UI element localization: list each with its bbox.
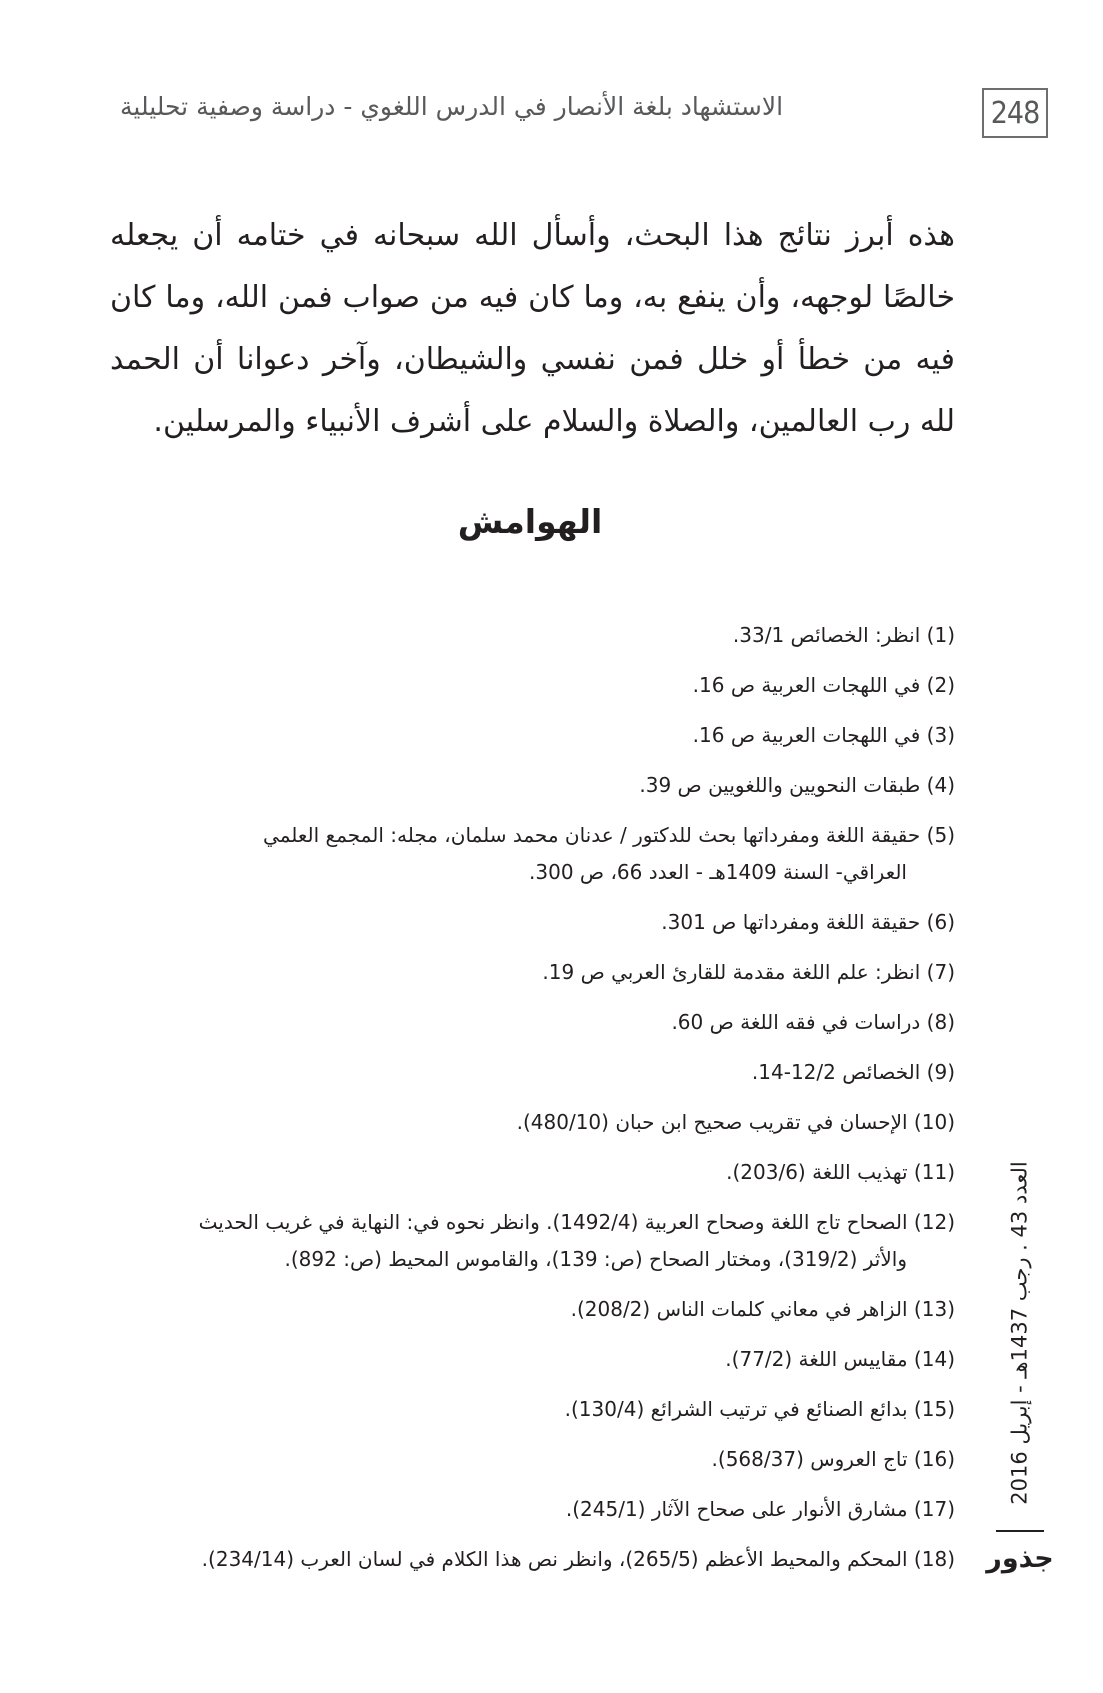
footnote-line: (2) في اللهجات العربية ص 16. xyxy=(692,673,955,697)
footnote-line: (4) طبقات النحويين واللغويين ص 39. xyxy=(639,773,955,797)
footnote-item xyxy=(110,617,955,654)
footnote-line: (14) مقاييس اللغة (77/2). xyxy=(725,1347,955,1371)
page-number-box xyxy=(982,88,1048,138)
footnote-line: (9) الخصائص 12/2-14. xyxy=(751,1060,955,1084)
footnote-line: (8) دراسات في فقه اللغة ص 60. xyxy=(671,1010,955,1034)
footnote-line: (3) في اللهجات العربية ص 16. xyxy=(692,723,955,747)
footnote-line: (6) حقيقة اللغة ومفرداتها ص 301. xyxy=(661,910,955,934)
footnotes-heading: الهوامش xyxy=(457,502,603,541)
footnotes-list xyxy=(110,617,955,1591)
conclusion-paragraph: هذه أبرز نتائج هذا البحث، وأسأل الله سبحانه في ختامه أن يجعله خالصًا لوجهه، وأن ينفع به، وما كان فيه من صواب فمن الله، وما كان فيه من خطأ أو خلل فمن نفسي والشيطان، وآخر دعوانا أن الحمد لله رب العالمين، والصلاة والسلام على أشرف الأنبياء والمرسلين. xyxy=(110,218,955,439)
footnote-item xyxy=(110,1541,955,1578)
footnote-line: (13) الزاهر في معاني كلمات الناس (208/2). xyxy=(570,1297,955,1321)
footnote-item xyxy=(110,904,955,941)
footnote-line: والأثر (319/2)، ومختار الصحاح (ص: 139)، والقاموس المحيط (ص: 892). xyxy=(284,1247,907,1271)
footnote-item xyxy=(110,1154,955,1191)
journal-logo: جذور xyxy=(986,1543,1054,1574)
footnote-item xyxy=(110,817,955,891)
footnote-item xyxy=(110,1204,955,1278)
footnote-item xyxy=(110,717,955,754)
footnote-line: (17) مشارق الأنوار على صحاح الآثار (245/1). xyxy=(565,1497,955,1521)
footnote-line: (12) الصحاح تاج اللغة وصحاح العربية (1492/4). وانظر نحوه في: النهاية في غريب الحديث xyxy=(198,1210,955,1234)
footnote-line: (18) المحكم والمحيط الأعظم (265/5)، وانظر نص هذا الكلام في لسان العرب (234/14). xyxy=(201,1547,955,1571)
footnote-line: (11) تهذيب اللغة (203/6). xyxy=(726,1160,955,1184)
page-number: 248 xyxy=(990,95,1040,131)
footnote-item xyxy=(110,1054,955,1091)
footnote-item xyxy=(110,1491,955,1528)
footnote-item xyxy=(110,1291,955,1328)
footnote-line: (7) انظر: علم اللغة مقدمة للقارئ العربي ص 19. xyxy=(542,960,955,984)
footnote-item xyxy=(110,1341,955,1378)
side-divider xyxy=(996,1530,1044,1532)
issue-info-text: العدد 43 . رجب 1437هـ - إبريل 2016 xyxy=(1008,1160,1032,1505)
running-title: الاستشهاد بلغة الأنصار في الدرس اللغوي - دراسة وصفية تحليلية xyxy=(120,92,784,121)
footnote-item xyxy=(110,667,955,704)
footnote-line: (1) انظر: الخصائص 33/1. xyxy=(732,623,955,647)
footnote-line: (15) بدائع الصنائع في ترتيب الشرائع (130/4). xyxy=(564,1397,955,1421)
footnote-item xyxy=(110,1391,955,1428)
footnote-item xyxy=(110,1441,955,1478)
footnote-line: (10) الإحسان في تقريب صحيح ابن حبان (480/10). xyxy=(516,1110,955,1134)
footnote-line: (16) تاج العروس (568/37). xyxy=(711,1447,955,1471)
footnote-item xyxy=(110,954,955,991)
footnote-item xyxy=(110,1004,955,1041)
issue-info xyxy=(1000,1145,1040,1520)
footnote-line: (5) حقيقة اللغة ومفرداتها بحث للدكتور / عدنان محمد سلمان، مجله: المجمع العلمي xyxy=(263,823,955,847)
footnote-line: العراقي- السنة 1409هـ - العدد 66، ص 300. xyxy=(529,860,907,884)
footnote-item xyxy=(110,767,955,804)
footnote-item xyxy=(110,1104,955,1141)
